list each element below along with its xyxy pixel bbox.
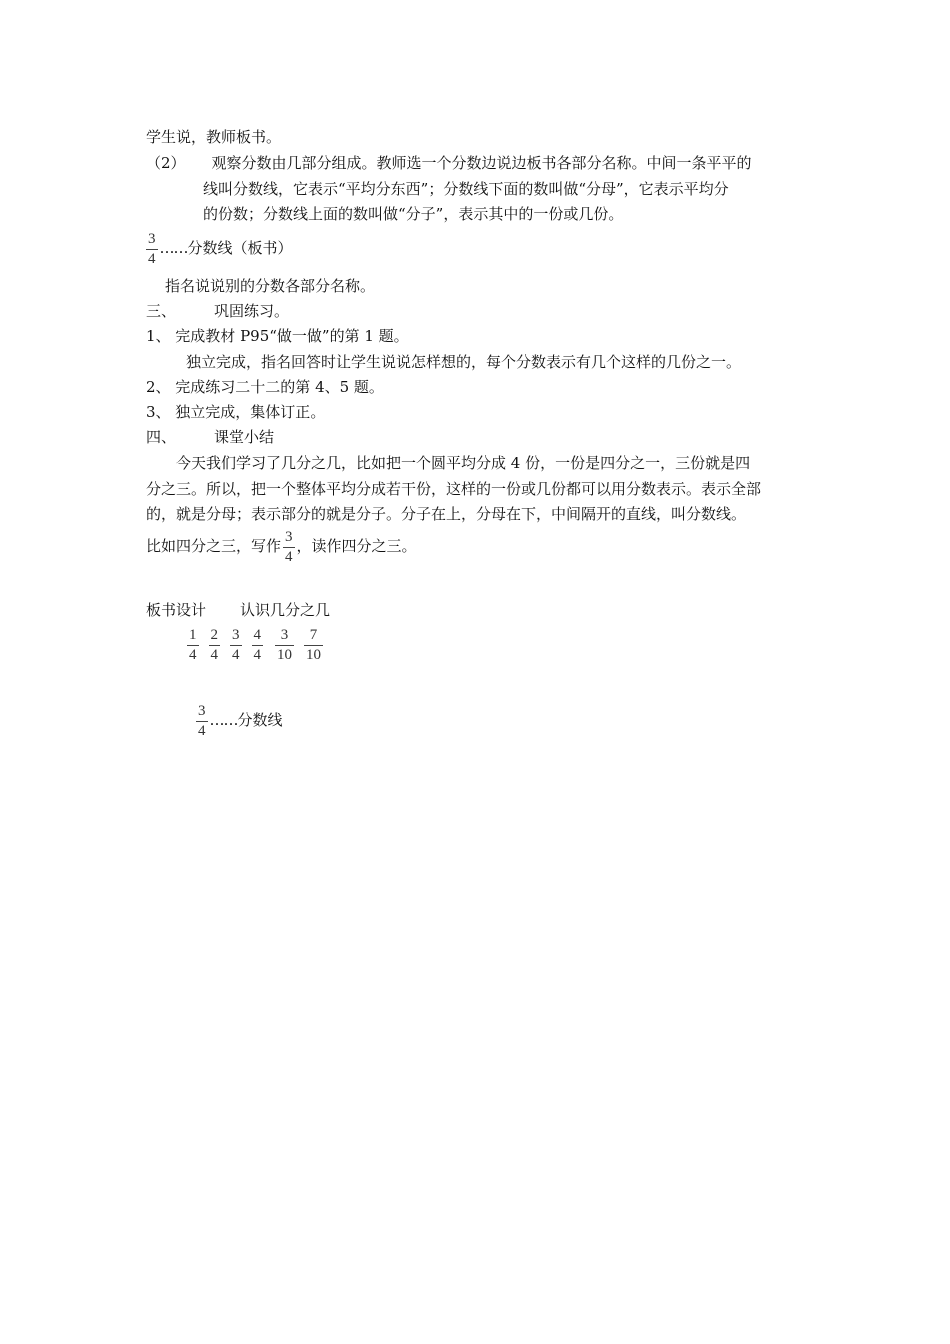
numerator: 3 [148,230,156,247]
fraction [283,529,295,566]
dots: …… [159,239,188,257]
section-heading [146,427,274,447]
denominator: 10 [306,646,321,663]
section-number: 三、 [146,302,177,320]
text-line: 线叫分数线，它表示“平均分东西”；分数线下面的数叫做“分母”，它表示平均分 [203,180,729,198]
text-line: 分之三。所以，把一个整体平均分成若干份，这样的一份或几份都可以用分数表示。表示全部 [146,480,762,498]
text-line: 的份数；分数线上面的数叫做“分子”，表示其中的一份或几份。 [203,205,624,223]
numerator: 3 [232,626,240,643]
text-line [146,153,752,173]
fraction [304,627,323,664]
board-fraction-line [194,700,283,740]
text-span: 比如四分之三，写作 [146,537,282,555]
text-line: 的，就是分母；表示部分的就是分子。分子在上，分母在下，中间隔开的直线，叫分数线。 [146,505,747,523]
section-title: 课堂小结 [214,428,275,446]
numerator: 3 [198,702,206,719]
text-line [146,526,417,566]
denominator: 4 [232,646,240,663]
fraction-line-example [144,229,293,268]
numerator: 4 [253,626,261,643]
text-line: 独立完成，指名回答时让学生说说怎样想的，每个分数表示有几个这样的几份之一。 [186,353,742,371]
denominator: 4 [253,646,261,663]
numerator: 7 [309,626,318,643]
denominator: 4 [210,646,218,663]
numerator: 1 [189,626,197,643]
denominator: 4 [148,250,156,267]
fraction [252,627,264,664]
text-span: 分数线 [237,711,283,729]
text-line: 3、 独立完成，集体订正。 [146,403,326,421]
denominator: 4 [198,722,206,739]
board-label: 板书设计 [146,601,207,619]
section-heading [146,301,289,321]
fraction [275,627,294,664]
text-span: ，读作四分之三。 [296,537,417,555]
numerator: 2 [210,626,218,643]
numerator: 3 [285,528,293,545]
dots: …… [209,711,238,729]
text-line: 今天我们学习了几分之几，比如把一个圆平均分成 4 份，一份是四分之一，三份就是四 [176,454,751,472]
board-fractions [185,624,325,664]
denominator: 10 [277,646,292,663]
text-line: 1、 完成教材 P95“做一做”的第 1 题。 [146,327,409,345]
text-line: 指名说说别的分数各部分名称。 [165,277,376,295]
fraction [146,231,158,268]
fraction [209,627,221,664]
fraction [196,703,208,740]
text-line: 2、 完成练习二十二的第 4、5 题。 [146,378,384,396]
list-marker: （2） [146,154,186,172]
section-title: 巩固练习。 [214,302,290,320]
numerator: 3 [280,626,289,643]
fraction [230,627,242,664]
text-span: 分数线（板书） [187,239,293,257]
board-heading [146,600,330,620]
section-number: 四、 [146,428,177,446]
denominator: 4 [189,646,197,663]
denominator: 4 [285,548,293,565]
text-span: 观察分数由几部分组成。教师选一个分数边说边板书各部分名称。中间一条平平的 [211,154,752,172]
board-title: 认识几分之几 [240,601,331,619]
text-line: 学生说，教师板书。 [146,128,282,146]
fraction [187,627,199,664]
